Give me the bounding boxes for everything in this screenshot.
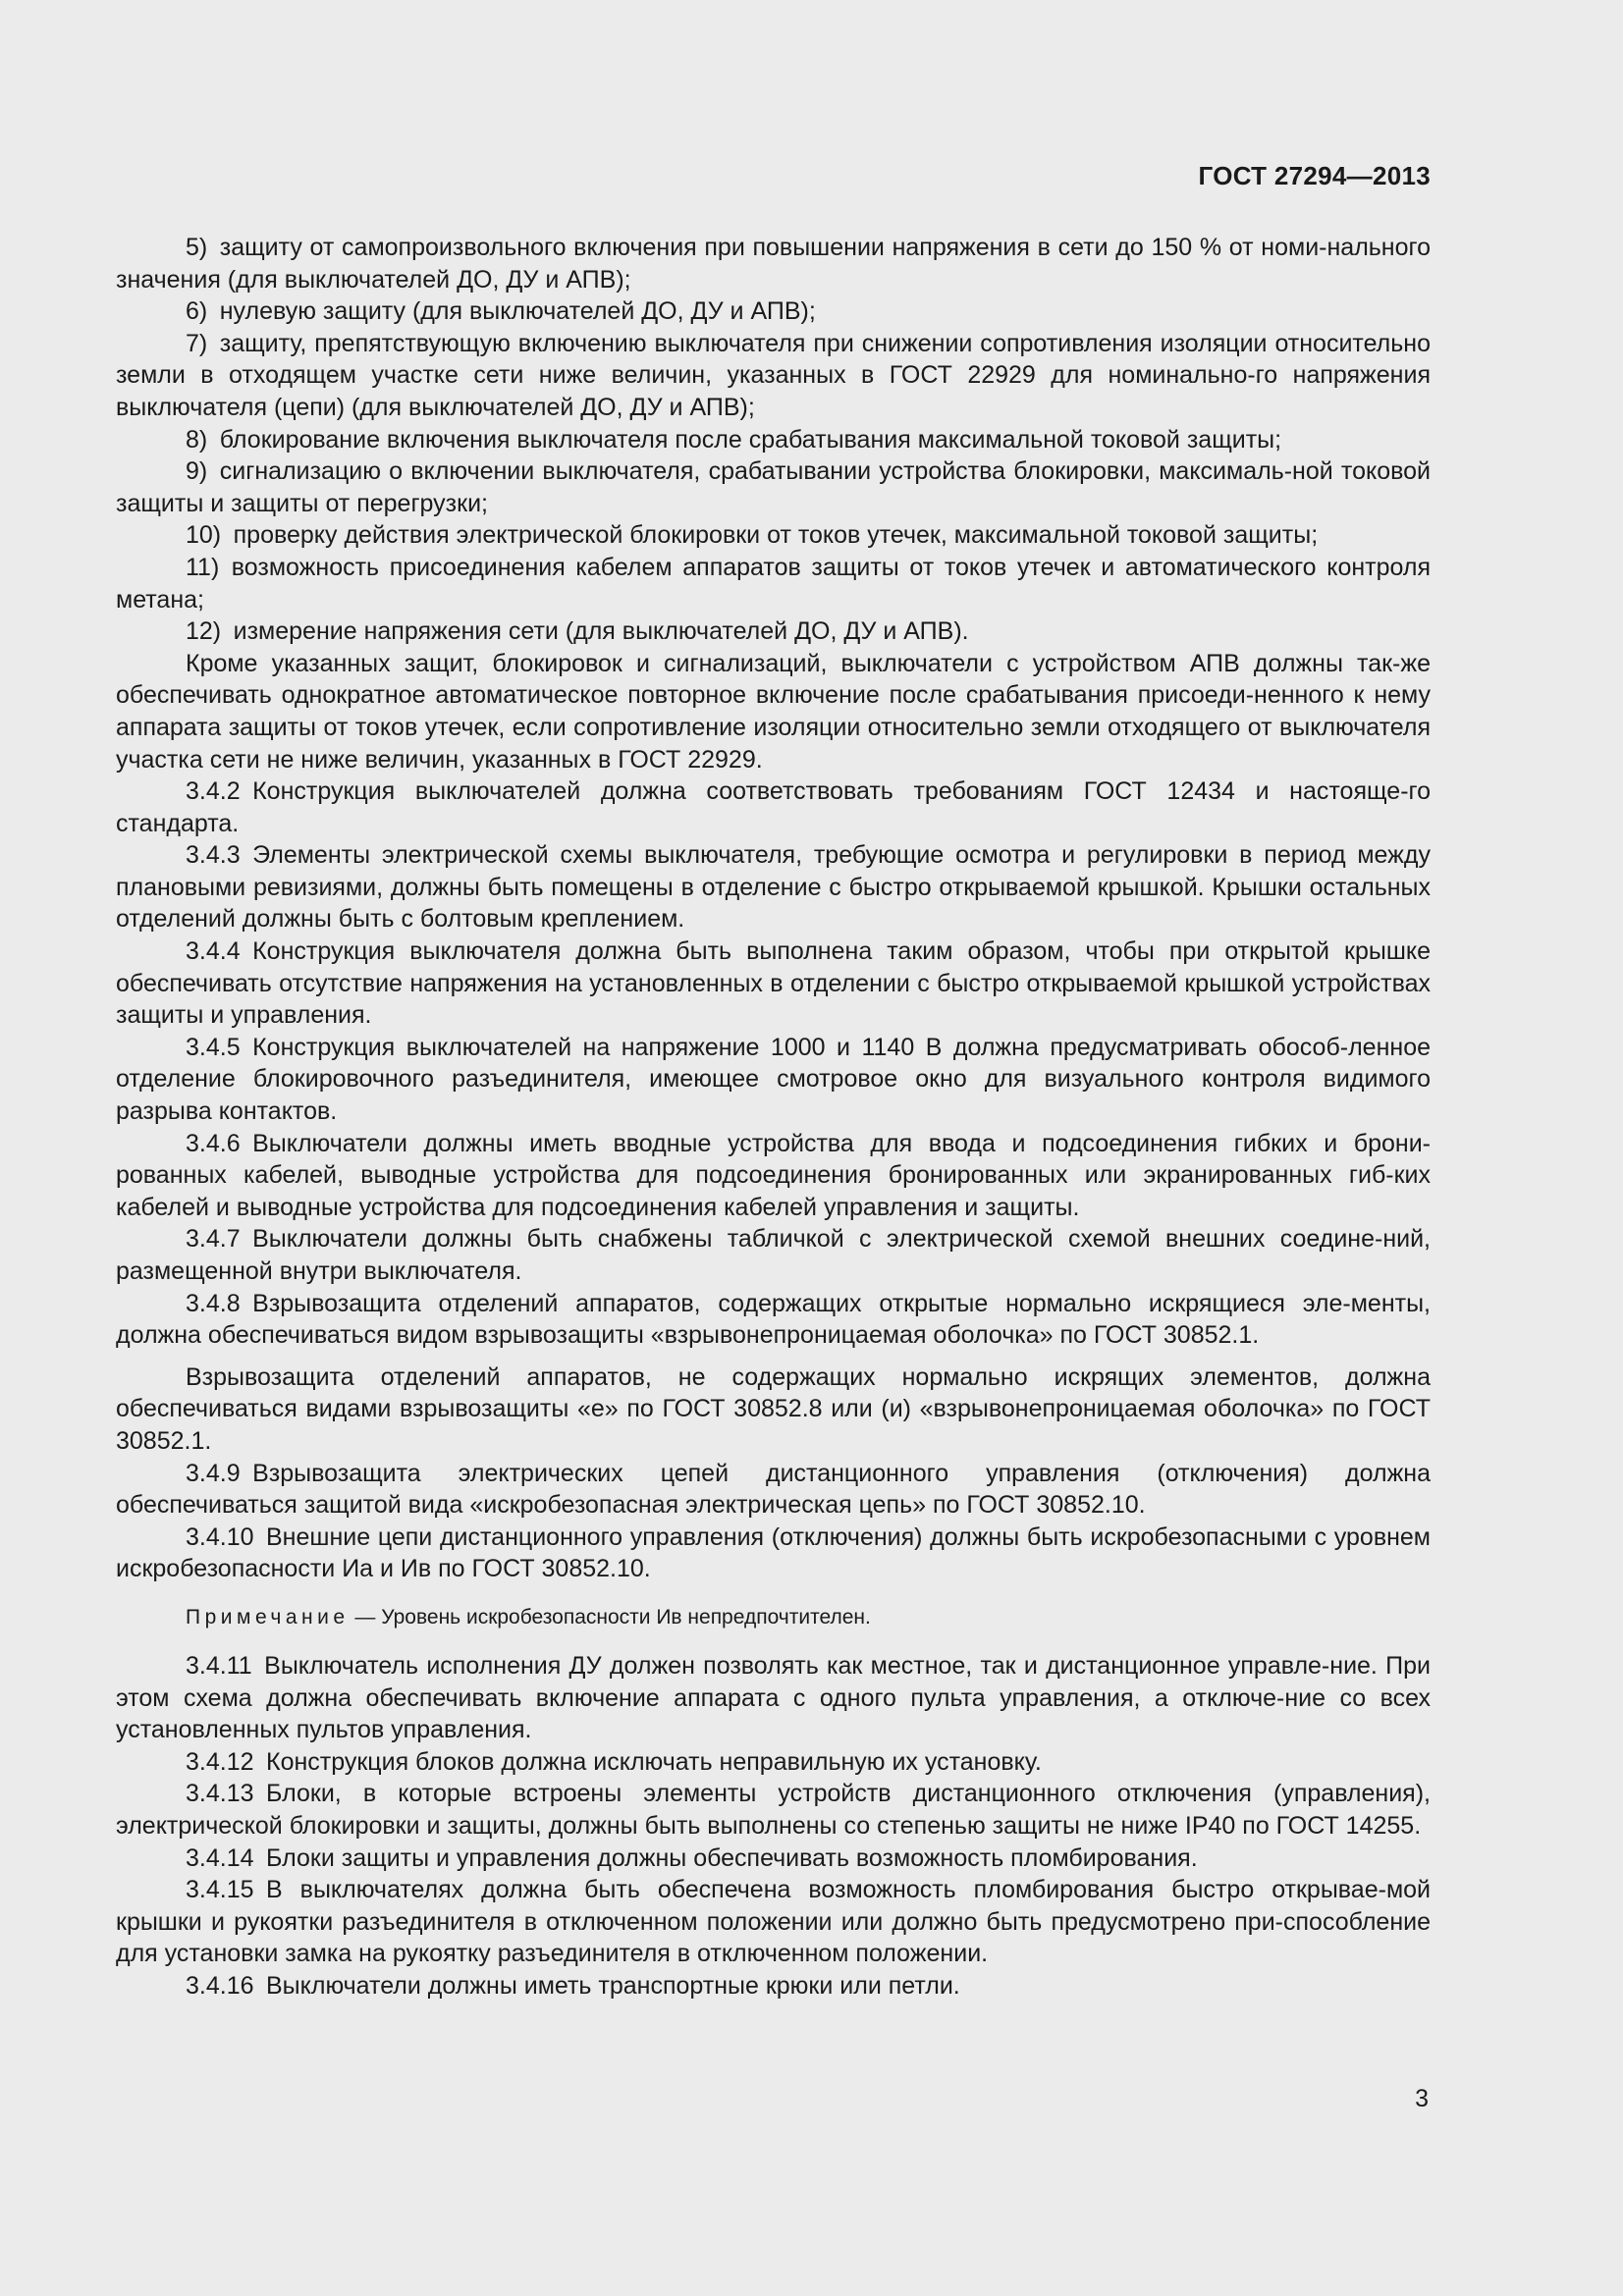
note-label: Примечание (186, 1605, 350, 1629)
paragraph: 3.4.12 Конструкция блоков должна исключать неправильную их установку. (186, 1747, 1042, 1776)
paragraph: 3.4.8 Взрывозащита отделений аппаратов, содержащих открытые нормально искрящиеся эле-менты, должна обеспечиваться видом взрывозащиты «взрывонепроницаемая оболочка» по ГОСТ 30852.1. (116, 1289, 1431, 1350)
paragraph: 3.4.7 Выключатели должны быть снабжены табличкой с электрической схемой внешних соедине-ний, размещенной внутри выключателя. (116, 1225, 1431, 1285)
paragraph: 3.4.4 Конструкция выключателя должна быть выполнена таким образом, чтобы при открытой крышке обеспечивать отсутствие напряжения на установленных в отделении с быстро открываемой крышкой устройствах защиты и управления. (116, 937, 1431, 1030)
paragraph: 3.4.9 Взрывозащита электрических цепей дистанционного управления (отключения) должна обеспечиваться защитой вида «искробезопасная электрическая цепь» по ГОСТ 30852.10. (116, 1459, 1431, 1520)
paragraph: 3.4.11 Выключатель исполнения ДУ должен позволять как местное, так и дистанционное управле-ние. При этом схема должна обеспечивать включение аппарата с одного пульта управления, а отключе-ние со всех установленных пультов управления. (116, 1651, 1431, 1744)
paragraph: 7) защиту, препятствующую включению выключателя при снижении сопротивления изоляции относительно земли в отходящем участке сети ниже величин, указанных в ГОСТ 22929 для номинально-го напряжения выключателя (цепи) (для выключателей ДО, ДУ и АПВ); (116, 329, 1431, 421)
paragraph: 3.4.3 Элементы электрической схемы выключателя, требующие осмотра и регулировки в период между плановыми ревизиями, должны быть помещены в отделение с быстро открываемой крышкой. Крышки остальных отделений должны быть с болтовым креплением. (116, 841, 1431, 934)
paragraph: 3.4.6 Выключатели должны иметь вводные устройства для ввода и подсоединения гибких и брони-рованных кабелей, выводные устройства для подсоединения бронированных или экранированных гиб-ких кабелей и выводные устройства для подсоединения кабелей управления и защиты. (116, 1129, 1431, 1221)
paragraph: 3.4.13 Блоки, в которые встроены элементы устройств дистанционного отключения (управления), электрической блокировки и защиты, должны быть выполнены со степенью защиты не ниже IP40 по ГОСТ 14255. (116, 1780, 1431, 1840)
paragraph: 5) защиту от самопроизвольного включения при повышении напряжения в сети до 150 % от номи-нального значения (для выключателей ДО, ДУ и АПВ); (116, 234, 1431, 294)
paragraph: 12) измерение напряжения сети (для выключателей ДО, ДУ и АПВ). (186, 617, 969, 646)
paragraph: 8) блокирование включения выключателя после срабатывания максимальной токовой защиты; (186, 425, 1282, 454)
paragraph: Кроме указанных защит, блокировок и сигнализаций, выключатели с устройством АПВ должны так-же обеспечивать однократное автоматическое повторное включение после срабатывания присоеди-ненного к нему аппарата защиты от токов утечек, если сопротивление изоляции относительно земли отходящего от выключателя участка сети не ниже величин, указанных в ГОСТ 22929. (116, 649, 1431, 774)
note-text: — Уровень искробезопасности Ив непредпочтителен. (349, 1605, 871, 1629)
paragraph: 3.4.5 Конструкция выключателей на напряжение 1000 и 1140 В должна предусматривать обособ-ленное отделение блокировочного разъединителя, имеющее смотровое окно для визуального контроля видимого разрыва контактов. (116, 1033, 1431, 1126)
document-header: ГОСТ 27294—2013 (1198, 161, 1431, 190)
paragraph: 10) проверку действия электрической блокировки от токов утечек, максимальной токовой защиты; (186, 521, 1319, 550)
paragraph: 3.4.16 Выключатели должны иметь транспортные крюки или петли. (186, 1971, 960, 2000)
document-body (116, 232, 1431, 2002)
paragraph: 11) возможность присоединения кабелем аппаратов защиты от токов утечек и автоматического контроля метана; (116, 553, 1431, 614)
paragraph: 3.4.15 В выключателях должна быть обеспечена возможность пломбирования быстро открывае-мой крышки и рукоятки разъединителя в отключенном положении или должно быть предусмотрено при-способление для установки замка на рукоятку разъединителя в отключенном положении. (116, 1876, 1431, 1968)
paragraph: 6) нулевую защиту (для выключателей ДО, ДУ и АПВ); (186, 297, 816, 326)
paragraph: 9) сигнализацию о включении выключателя, срабатывании устройства блокировки, максималь-ной токовой защиты и защиты от перегрузки; (116, 457, 1431, 517)
page-number: 3 (1415, 2085, 1429, 2112)
paragraph: 3.4.14 Блоки защиты и управления должны обеспечивать возможность пломбирования. (186, 1843, 1198, 1872)
paragraph: 3.4.2 Конструкция выключателей должна соответствовать требованиям ГОСТ 12434 и настояще-го стандарта. (116, 777, 1431, 837)
paragraph: 3.4.10 Внешние цепи дистанционного управления (отключения) должны быть искробезопасными с уровнем искробезопасности Иа и Ив по ГОСТ 30852.10. (116, 1522, 1431, 1583)
note (116, 1603, 1431, 1632)
paragraph: Взрывозащита отделений аппаратов, не содержащих нормально искрящих элементов, должна обеспечиваться видами взрывозащиты «e» по ГОСТ 30852.8 или (и) «взрывонепроницаемая оболочка» по ГОСТ 30852.1. (116, 1362, 1431, 1455)
